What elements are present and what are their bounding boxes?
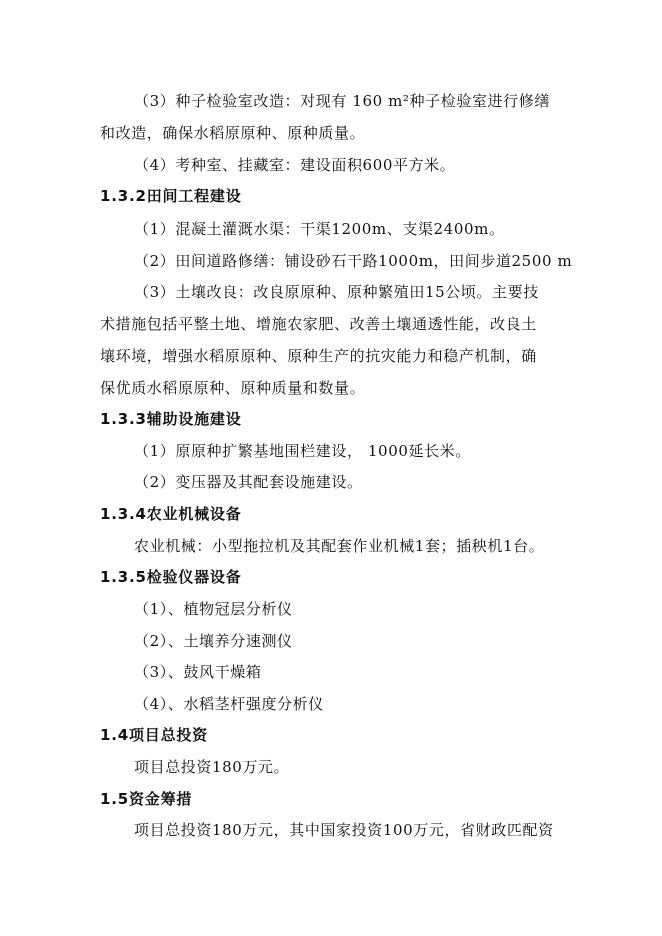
- paragraph-line: （1）混凝土灌溉水渠：干渠1200m、支渠2400m。: [134, 220, 505, 238]
- paragraph-line: （1）原原种扩繁基地围栏建设， 1000延长米。: [134, 442, 471, 460]
- list-item: （2）、土壤养分速测仪: [134, 632, 293, 650]
- paragraph-line: （2）田间道路修缮：铺设砂石干路1000m，田间步道2500 m: [134, 252, 573, 270]
- section-heading: 1.3.2田间工程建设: [100, 187, 242, 205]
- paragraph-line: 项目总投资180万元，其中国家投资100万元，省财政匹配资: [134, 821, 554, 839]
- section-heading: 1.3.4农业机械设备: [100, 505, 242, 523]
- section-heading: 1.3.5检验仪器设备: [100, 568, 242, 586]
- paragraph-line: 项目总投资180万元。: [134, 758, 290, 776]
- paragraph-line: 术措施包括平整土地、增施农家肥、改善土壤通透性能，改良土: [100, 315, 537, 333]
- paragraph-line: （3）种子检验室改造：对现有 160 m²种子检验室进行修缮: [134, 92, 550, 110]
- paragraph-line: 和改造，确保水稻原原种、原种质量。: [100, 124, 366, 142]
- paragraph-line: （2）变压器及其配套设施建设。: [134, 473, 363, 491]
- section-heading: 1.3.3辅助设施建设: [100, 410, 242, 428]
- paragraph-line: （4）考种室、挂藏室：建设面积600平方米。: [134, 156, 456, 174]
- section-heading: 1.5资金筹措: [100, 790, 193, 808]
- list-item: （3）、鼓风干燥箱: [134, 663, 262, 681]
- list-item: （1）、植物冠层分析仪: [134, 600, 293, 618]
- section-heading: 1.4项目总投资: [100, 726, 208, 744]
- paragraph-line: （3）土壤改良：改良原原种、原种繁殖田15公顷。主要技: [134, 283, 539, 301]
- paragraph-line: 壤环境，增强水稻原原种、原种生产的抗灾能力和稳产机制，确: [100, 347, 537, 365]
- paragraph-line: 保优质水稻原原种、原种质量和数量。: [100, 379, 366, 397]
- list-item: （4）、水稻茎杆强度分析仪: [134, 695, 324, 713]
- paragraph-line: 农业机械：小型拖拉机及其配套作业机械1套；插秧机1台。: [134, 537, 545, 555]
